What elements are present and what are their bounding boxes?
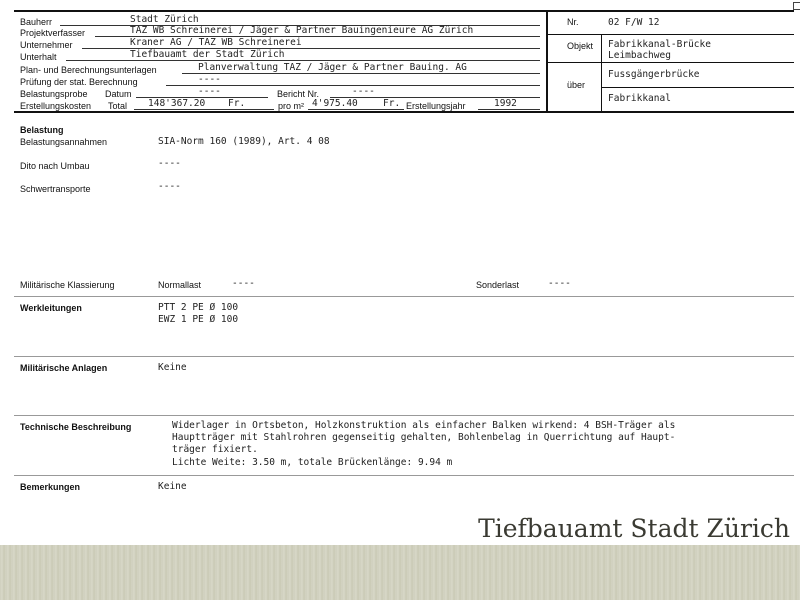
bericht-label: Bericht Nr. [277,89,320,99]
divider-bemerkungen [14,475,794,476]
dito-value: ---- [158,158,181,169]
divider-technische [14,415,794,416]
sonderlast-value: ---- [548,278,571,289]
technische-line-3: träger fixiert. [172,444,258,455]
datum-label: Datum [105,89,132,99]
schwertransporte-label: Schwertransporte [20,184,91,194]
mil-anlagen-value: Keine [158,362,187,373]
kosten-label: Erstellungskosten [20,101,92,111]
projektverfasser-label: Projektverfasser [20,28,86,38]
datum-value: ---- [198,86,221,97]
header-divider-nr-objekt [548,34,794,35]
belastungsannahmen-value: SIA-Norm 160 (1989), Art. 4 08 [158,136,330,147]
werkleitungen-heading: Werkleitungen [20,303,82,313]
jahr-underline [478,109,540,110]
belastungsprobe-label: Belastungsprobe [20,89,88,99]
belastungsannahmen-label: Belastungsannahmen [20,137,108,147]
bericht-value: ---- [352,86,375,97]
prom2-unit: Fr. [383,98,401,109]
belastung-heading: Belastung [20,125,64,135]
objekt-value-1: Fabrikkanal-Brücke [608,39,711,50]
unternehmer-label: Unternehmer [20,40,73,50]
projektverfasser-value: TAZ WB Schreinerei / Jäger & Partner Bauingenieure AG Zürich [130,25,474,36]
plan-underline [182,73,540,74]
bemerkungen-value: Keine [158,481,187,492]
unterhalt-value: Tiefbauamt der Stadt Zürich [130,49,285,60]
technische-heading: Technische Beschreibung [20,422,132,432]
nr-value: 02 F/W 12 [608,17,660,28]
objekt-value-2: Leimbachweg [608,50,671,61]
normallast-label: Normallast [158,280,202,290]
prom2-underline [308,109,404,110]
bauherr-value: Stadt Zürich [130,14,199,25]
header-frame-top [14,10,794,12]
mil-klass-label: Militärische Klassierung [20,280,115,290]
nr-label: Nr. [567,17,579,27]
prom2-label: pro m² [278,101,305,111]
header-divider-label-col [601,34,602,113]
unterhalt-label: Unterhalt [20,52,57,62]
unterhalt-underline [66,60,540,61]
ueber-label: über [567,80,586,90]
bemerkungen-heading: Bemerkungen [20,482,81,492]
total-label: Total [108,101,128,111]
corner-marker [793,2,800,10]
jahr-label: Erstellungsjahr [406,101,466,111]
werkleitungen-line-1: PTT 2 PE Ø 100 [158,302,239,313]
pruefung-value: ---- [198,74,221,85]
technische-line-4: Lichte Weite: 3.50 m, totale Brückenlänge: 9.94 m [172,457,453,468]
pruefung-label: Prüfung der stat. Berechnung [20,77,138,87]
schwertransporte-value: ---- [158,181,181,192]
technische-line-1: Widerlager in Ortsbeton, Holzkonstruktion als einfacher Balken wirkend: 4 BSH-Träger als [172,420,676,431]
divider-werkleitungen [14,296,794,297]
total-value: 148'367.20 [148,98,206,109]
mil-anlagen-heading: Militärische Anlagen [20,363,108,373]
divider-mil-anlagen [14,356,794,357]
werkleitungen-line-2: EWZ 1 PE Ø 100 [158,314,239,325]
plan-value: Planverwaltung TAZ / Jäger & Partner Bauing. AG [198,62,467,73]
ueber-value-2: Fabrikkanal [608,93,671,104]
total-unit: Fr. [228,98,246,109]
plan-label: Plan- und Berechnungsunterlagen [20,65,157,75]
dito-label: Dito nach Umbau [20,161,90,171]
bauherr-label: Bauherr [20,17,53,27]
header-divider-ueber-rows [602,87,794,88]
normallast-value: ---- [232,278,255,289]
header-divider-objekt-ueber [548,62,794,63]
footer-texture-band [0,545,800,600]
unternehmer-value: Kraner AG / TAZ WB Schreinerei [130,37,302,48]
jahr-value: 1992 [494,98,517,109]
objekt-label: Objekt [567,41,594,51]
brand-wordmark: Tiefbauamt Stadt Zürich [478,514,790,543]
header-frame-bottom [14,111,794,113]
technische-line-2: Hauptträger mit Stahlrohren gegenseitig gehalten, Bohlenbelag in Querrichtung auf Haupt- [172,432,676,443]
sonderlast-label: Sonderlast [476,280,520,290]
prom2-value: 4'975.40 [312,98,358,109]
total-underline [134,109,274,110]
ueber-value-1: Fussgängerbrücke [608,69,700,80]
